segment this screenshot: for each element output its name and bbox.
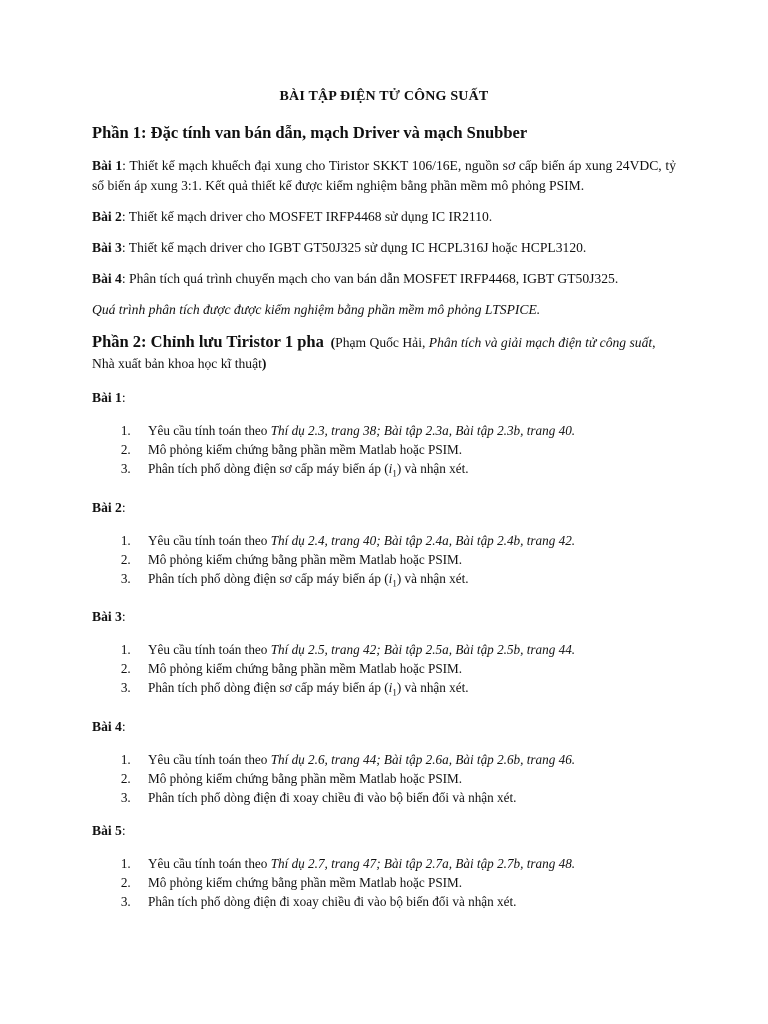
task-text: Phân tích phổ dòng điện đi xoay chiều đi vào bộ biến đổi và nhận xét. <box>148 789 517 805</box>
part2-heading-block <box>92 331 676 374</box>
part2-exercise-3-tasks <box>92 640 676 703</box>
exercise-label: Bài 4 <box>92 271 122 286</box>
part2-heading: Phần 2: Chỉnh lưu Tiristor 1 pha <box>92 332 324 351</box>
part1-exercise-4 <box>92 269 676 289</box>
task-reference: Thí dụ 2.5, trang 42; Bài tập 2.5a, Bài tập 2.5b, trang 44. <box>270 642 576 658</box>
part2-exercise-2-tasks <box>92 531 676 594</box>
part1-exercise-2 <box>92 207 676 227</box>
reference-close-paren: ) <box>261 356 267 371</box>
task-text: Yêu cầu tính toán theo <box>148 642 271 658</box>
current-variable: i <box>388 570 393 586</box>
task-item <box>134 678 676 703</box>
task-text-end: ) và nhận xét. <box>396 461 469 476</box>
part1-heading: Phần 1: Đặc tính van bán dẫn, mạch Driver và mạch Snubber <box>92 123 528 142</box>
task-text: Mô phỏng kiểm chứng bằng phần mềm Matlab hoặc PSIM. <box>148 442 463 457</box>
exercise-colon: : <box>121 609 126 625</box>
part2-exercise-1-heading <box>92 388 676 408</box>
task-item <box>134 421 676 440</box>
exercise-colon: : <box>121 822 126 838</box>
task-text: Yêu cầu tính toán theo <box>148 855 271 871</box>
task-text: Yêu cầu tính toán theo <box>148 532 271 548</box>
current-subscript: 1 <box>392 687 397 698</box>
reference-open-paren: ( <box>330 335 336 350</box>
task-text: Mô phỏng kiểm chứng bằng phần mềm Matlab hoặc PSIM. <box>148 874 463 890</box>
task-item <box>134 788 676 807</box>
part2-exercise-4-tasks <box>92 750 676 807</box>
task-text: Phân tích phổ dòng điện sơ cấp máy biến áp ( <box>148 680 389 696</box>
current-subscript: 1 <box>392 578 397 589</box>
task-item <box>134 854 676 873</box>
part2-exercise-1-tasks <box>92 421 676 484</box>
task-text-end: ) và nhận xét. <box>396 570 469 586</box>
task-item <box>134 440 676 459</box>
part2-exercise-4-heading <box>92 717 676 737</box>
exercise-text: : Thiết kế mạch driver cho MOSFET IRFP4468 sử dụng IC IR2110. <box>121 209 493 224</box>
exercise-label: Bài 2 <box>92 209 122 224</box>
reference-author: Phạm Quốc Hải, <box>335 335 429 350</box>
exercise-label: Bài 3 <box>92 240 122 255</box>
part1-exercise-3 <box>92 238 676 258</box>
task-text-end: ) và nhận xét. <box>396 680 469 696</box>
reference-book-title: Phân tích và giải mạch điện tử công suất <box>428 335 653 350</box>
exercise-label: Bài 1 <box>92 390 122 405</box>
task-item <box>134 659 676 678</box>
task-text: Yêu cầu tính toán theo <box>148 423 271 438</box>
part1-note: Quá trình phân tích được được kiểm nghiệm bằng phần mềm mô phỏng LTSPICE. <box>92 302 541 317</box>
exercise-text: : Phân tích quá trình chuyển mạch cho van bán dẫn MOSFET IRFP4468, IGBT GT50J325. <box>121 271 619 286</box>
task-text: Phân tích phổ dòng điện sơ cấp máy biến áp ( <box>148 461 389 476</box>
task-item <box>134 459 676 484</box>
exercise-colon: : <box>121 499 126 515</box>
exercise-label: Bài 5 <box>92 822 122 838</box>
task-text: Mô phỏng kiểm chứng bằng phần mềm Matlab hoặc PSIM. <box>148 770 463 786</box>
exercise-colon: : <box>121 718 126 734</box>
task-item <box>134 640 676 659</box>
task-item <box>134 550 676 569</box>
exercise-label: Bài 4 <box>92 718 122 734</box>
task-text: Phân tích phổ dòng điện sơ cấp máy biến áp ( <box>148 570 389 586</box>
current-variable: i <box>388 680 393 696</box>
exercise-colon: : <box>121 390 126 405</box>
reference-publisher: , Nhà xuất bản khoa học kĩ thuật <box>92 335 656 371</box>
task-item <box>134 569 676 594</box>
part2-exercise-3-heading <box>92 607 676 627</box>
task-item <box>134 769 676 788</box>
document-title: BÀI TẬP ĐIỆN TỬ CÔNG SUẤT <box>279 89 489 104</box>
part2-exercise-5-heading <box>92 821 676 841</box>
part2-exercise-5-tasks <box>92 854 676 911</box>
current-subscript: 1 <box>392 468 397 479</box>
task-reference: Thí dụ 2.3, trang 38; Bài tập 2.3a, Bài tập 2.3b, trang 40. <box>270 423 576 438</box>
part1-exercise-1 <box>92 156 676 196</box>
exercise-label: Bài 1 <box>92 158 123 173</box>
task-text: Mô phỏng kiểm chứng bằng phần mềm Matlab hoặc PSIM. <box>148 551 463 567</box>
task-reference: Thí dụ 2.7, trang 47; Bài tập 2.7a, Bài tập 2.7b, trang 48. <box>270 855 576 871</box>
task-reference: Thí dụ 2.6, trang 44; Bài tập 2.6a, Bài tập 2.6b, trang 46. <box>270 751 576 767</box>
task-reference: Thí dụ 2.4, trang 40; Bài tập 2.4a, Bài tập 2.4b, trang 42. <box>270 532 576 548</box>
task-text: Yêu cầu tính toán theo <box>148 751 271 767</box>
exercise-label: Bài 2 <box>92 499 122 515</box>
current-variable: i <box>388 461 393 476</box>
part2-exercise-2-heading <box>92 498 676 518</box>
task-item <box>134 750 676 769</box>
task-item <box>134 531 676 550</box>
task-text: Phân tích phổ dòng điện đi xoay chiều đi vào bộ biến đổi và nhận xét. <box>148 893 517 909</box>
task-text: Mô phỏng kiểm chứng bằng phần mềm Matlab hoặc PSIM. <box>148 661 463 677</box>
task-item <box>134 892 676 911</box>
task-item <box>134 873 676 892</box>
exercise-text: : Thiết kế mạch khuếch đại xung cho Tiristor SKKT 106/16E, nguồn sơ cấp biến áp xung 24VDC, tỷ số biến áp xung 3:1. Kết quả thiết kế được kiểm nghiệm bằng phần mềm mô phỏng PSIM. <box>92 158 676 193</box>
exercise-label: Bài 3 <box>92 609 122 625</box>
exercise-text: : Thiết kế mạch driver cho IGBT GT50J325 sử dụng IC HCPL316J hoặc HCPL3120. <box>121 240 587 255</box>
